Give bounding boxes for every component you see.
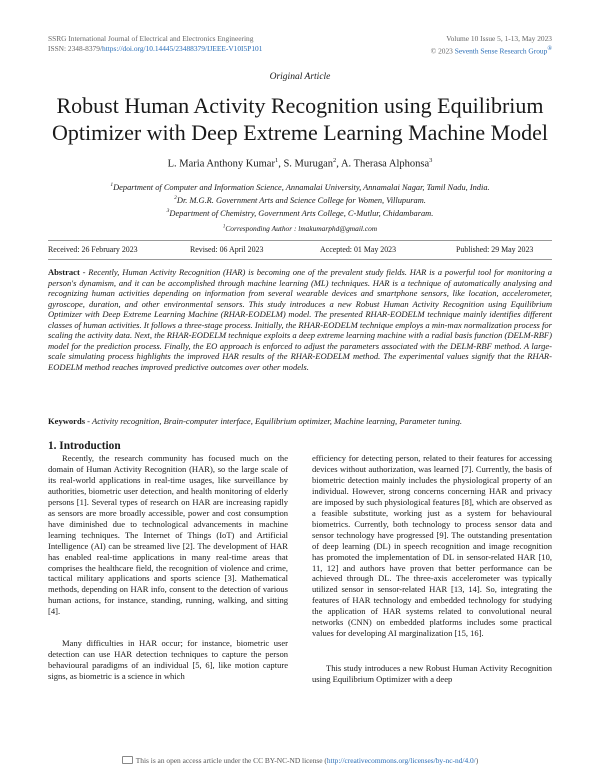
left-column	[48, 453, 288, 682]
volume-issue: Volume 10 Issue 5, 1-13, May 2023	[446, 34, 552, 43]
author: A. Therasa Alphonsa	[340, 158, 430, 170]
keywords	[48, 416, 552, 427]
cc-license-icon	[122, 756, 133, 764]
published-date: Published: 29 May 2023	[456, 245, 534, 254]
affiliations	[0, 180, 600, 220]
abstract-text: - Recently, Human Activity Recognition (HAR) is becoming one of the prevalent study fields. HAR is a powerful tool for monitoring a person's dynamism, and it can be accomplished through machine learning (ML) techniques. HAR is a technique of automatically analysing and recognizing human activities depending on information from several wearable devices and smartphone sensors, like location, accelerometer, gyroscope, duration, and other environmental sensors. This study introduces a new Robust Human Activity Recognition using Equilibrium Optimizer with Deep Extreme Learning Machine (RHAR-EODELM) model. The presented RHAR-EODELM technique mainly identifies different classes of human activities. It follows a three-stage process. Initially, the RHAR-EODELM technique employs a min-max normalization process for scaling the activity data. Next, the RHAR-EODELM technique exploits a deep extreme learning machine with a radial basis function (DELM-RBF) model for the prediction process. Finally, the EO approach is enforced to adjust the parameters associated with the DELM-RBF method. A large-scale simulating process highlights the improved HAR results of the RHAR-EODELM method. The experimental values signify that the RHAR-EODELM method reaches improved predictive outcomes over other models.	[48, 267, 552, 372]
paragraph: Many difficulties in HAR occur; for instance, biometric user detection can use HAR detection techniques to capture the person behavioural paradigms of an individual [5, 6], like motion capture signs, as biometric is a science in which	[48, 638, 288, 682]
issn-doi-line	[48, 44, 262, 54]
author-list: L. Maria Anthony Kumar$^1$, S. Murugan$^2$, A. Therasa Alphonsa$^3$	[167, 157, 433, 170]
author: L. Maria Anthony Kumar	[167, 158, 275, 170]
abstract	[48, 267, 552, 372]
affiliation: $^1$Department of Computer and Information Science, Annamalai University, Annamalai Nagar, Tamil Nadu, India.	[110, 182, 490, 192]
accepted-date: Accepted: 01 May 2023	[320, 245, 397, 254]
author: S. Murugan	[283, 158, 334, 170]
paragraph: This study introduces a new Robust Human Activity Recognition using Equilibrium Optimizer with a deep	[312, 663, 552, 685]
issue-info	[431, 34, 552, 56]
issn: ISSN: 2348-8379/	[48, 44, 102, 53]
corresponding-author: $^1$Corresponding Author : lmakumarphd@gmail.com	[222, 224, 378, 233]
license-footer: This is an open access article under the CC BY-NC-ND license (http://creativecommons.org/licenses/by-nc-nd/4.0/)	[0, 756, 600, 765]
paragraph: efficiency for detecting person, related to their features for accessing devices without authorization, was learned [7]. Currently, the basis of biometric detection mainly includes the physiological property of an individual. However, strong concerns concerning HAR and privacy are imposed by such physiological features [8], which are observed as a feasible substitute, working just as a system for behavioural biometrics. Currently, both technology to process sensor data and sensor technology have progressed [9]. The outstanding presentation of deep learning (DL) in speech recognition and image recognition has promoted the implementation of DL in sensor-related HAR [10, 11, 12] and authors have proven that better performance can be achieved through DL. The three-axis accelerometer was typically utilized sensor in sensor-related HAR [13, 14]. So, integrating the features of HAR technology and embedded technology for studying the application of HAR systems related to convolutional neural networks (CNN) on embedded platforms includes some practical values for developing AI marginalization [15, 16].	[312, 453, 552, 639]
paper-title: Robust Human Activity Recognition using Equilibrium Optimizer with Deep Extreme Learning Machine Model	[51, 93, 549, 145]
keywords-label: Keywords	[48, 416, 86, 426]
received-date: Received: 26 February 2023	[48, 245, 138, 254]
divider	[48, 259, 552, 260]
revised-date: Revised: 06 April 2023	[190, 245, 264, 254]
doi-link[interactable]: https://doi.org/10.14445/23488379/IJEEE-V10I5P101	[102, 44, 263, 53]
divider	[48, 240, 552, 241]
copyright-line: © 2023 Seventh Sense Research Group®	[430, 46, 552, 56]
section-heading: 1. Introduction	[48, 440, 121, 452]
paragraph: Recently, the research community has focused much on the domain of Human Activity Recognition (HAR), so the large scale of its real-world applications in real-time usages, like surveillance by authorities, biometric user detection, and health monitoring of elderly persons [1]. Several types of research on HAR are increasing rapidly as sensors are more broadly accessible, power and cost consumption have diminished due to technological advancements in machine learning techniques. The Internet of Things (IoT) and Artificial Intelligence (AI) can be streamed live [2]. The development of HAR has enabled real-time applications in many real-time areas that comprises the healthcare field, the recognition of violence and crime, tactical military applications and sports science [3]. Mathematical methods, depending on HAR info, consent to the detection of various human actions, for instance, standing, running, walking, and sitting [4].	[48, 453, 288, 617]
affiliation: $^3$Department of Chemistry, Government Arts College, C-Mutlur, Chidambaram.	[166, 208, 434, 219]
publisher-link[interactable]: Seventh Sense Research Group	[454, 46, 548, 56]
abstract-label: Abstract	[48, 267, 80, 277]
article-type: Original Article	[269, 72, 331, 82]
journal-name: SSRG International Journal of Electrical and Electronics Engineering	[48, 34, 254, 43]
keywords-text: - Activity recognition, Brain-computer interface, Equilibrium optimizer, Machine learning, Parameter tuning.	[85, 416, 462, 426]
journal-header	[48, 34, 262, 54]
affiliation: $^2$Dr. M.G.R. Government Arts and Science College for Women, Villupuram.	[174, 195, 426, 205]
right-column	[312, 453, 552, 685]
license-link[interactable]: http://creativecommons.org/licenses/by-nc-nd/4.0/	[326, 756, 476, 765]
